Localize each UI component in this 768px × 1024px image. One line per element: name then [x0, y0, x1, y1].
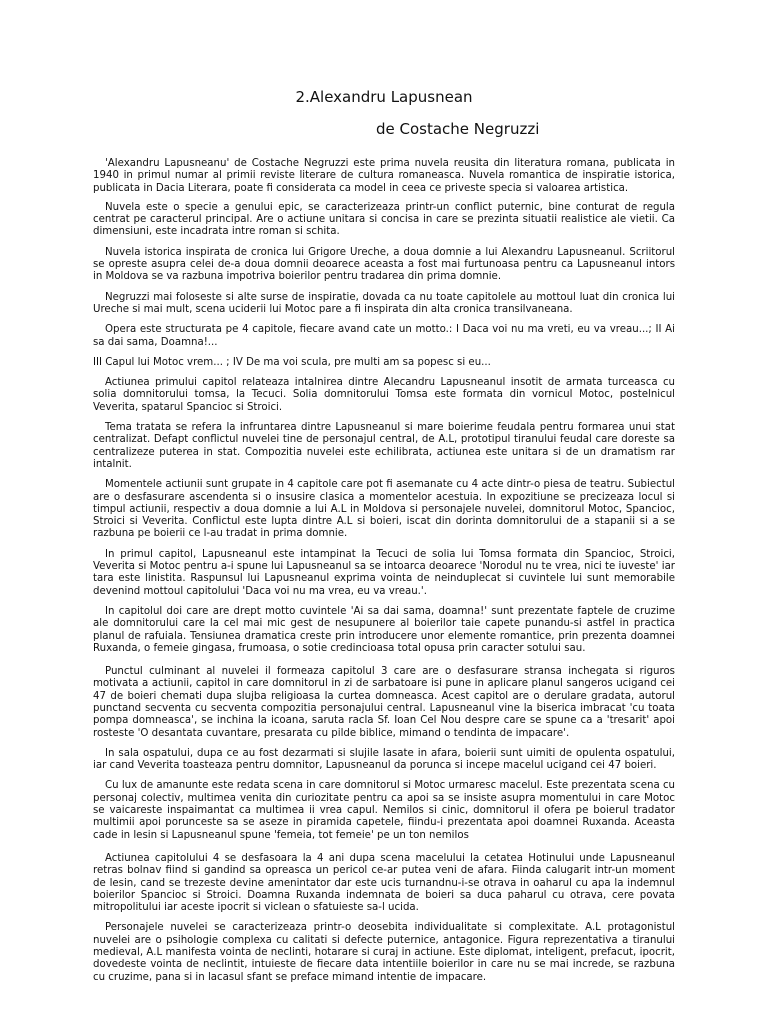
paragraph-10: In primul capitol, Lapusneanul este intampinat la Tecuci de solia lui Tomsa formata din Spancioc, Stroici, Veverita si Motoc pentru a-i spune lui Lapusneanul sa se intoarca deoarece 'Norodul nu te vrea, nici te iuveste' iar tara este linistita. Raspunsul lui Lapusneanul exprima vointa de neinduplecat si cuvintele lui sunt memorabile devenind mottoul capitolului 'Daca voi nu ma vrea, eu va vreau.'.: [93, 548, 675, 597]
paragraph-13: In sala ospatului, dupa ce au fost dezarmati si slujile lasate in afara, boierii sunt uimiti de opulenta ospatului, iar cand Veverita toasteaza pentru domnitor, Lapusneanul da porunca si incepe macelul ucigand cei 47 boieri.: [93, 747, 675, 772]
document-title: 2.Alexandru Lapusnean: [295, 88, 473, 106]
paragraph-8: Tema tratata se refera la infruntarea dintre Lapusneanul si mare boierime feudala pentru formarea unui stat centralizat. Defapt conflictul nuvelei tine de personajul central, de A.L, prototipul tiranului feudal care doreste sa centralizeze puterea in stat. Compozitia nuvelei este echilibrata, actiunea este unitara si de un dramatism rar intalnit.: [93, 422, 675, 470]
paragraph-16: Personajele nuvelei se caracterizeaza printr-o deosebita individualitate si complexitate. A.L protagonistul nuvelei are o psihologie complexa cu calitati si defecte puternice, antagonice. Figura reprezentativa a tiranului medieval, A.L manifesta vointa de neclinti, hotarare si curaj in actiune. Este diplomat, inteligent, prefacut, ipocrit, dovedeste vointa de neclintit, intuieste de fiecare data intentiile boierilor in care nu se mai increde, se razbuna cu cruzime, pana si in lacasul sfant se preface mimand intentie de impacare.: [93, 922, 675, 983]
paragraph-9: Momentele actiunii sunt grupate in 4 capitole care pot fi asemanate cu 4 acte dintr-o piesa de teatru. Subiectul are o desfasurare ascendenta si o insusire clasica a momentelor acestuia. In expozitiune se precizeaza locul si timpul actiunii, respectiv a doua domnie a lui A.L in Moldova si personajele nuvelei, domnitorul Motoc, Spancioc, Stroici si Veverita. Conflictul este lupta dintre A.L si boieri, iscat din dorinta domnitorului de a stapanii si a se razbuna pe boierii ce l-au tradat in prima domnie.: [93, 479, 675, 540]
document-body: [93, 158, 675, 984]
paragraph-3: Nuvela istorica inspirata de cronica lui Grigore Ureche, a doua domnie a lui Alexandru Lapusneanul. Scriitorul se opreste asupra celei de-a doua domnii deoarece aceasta a fost mai furtunoasa pentru ca Lapusneanul intors in Moldova se va razbuna impotriva boierilor pentru tradarea din prima domnie.: [93, 246, 675, 283]
paragraph-14: Cu lux de amanunte este redata scena in care domnitorul si Motoc urmaresc macelul. Este prezentata scena cu personaj colectiv, multimea venita din curiozitate pentru ca apoi sa se insiste asupra momentului in care Motoc se vaicareste inspaimantat ca multimea ii vrea capul. Nemilos si cinic, domnitorul il ofera pe boierul tradator multimii apoi porunceste sa se aseze in piramida capetele, fiindu-i prezentata apoi doamnei Ruxanda. Aceasta cade in lesin si Lapusneanul spune 'femeia, tot femeie' pe un ton nemilos: [93, 780, 675, 841]
document-subtitle: de Costache Negruzzi: [376, 120, 540, 138]
paragraph-5: Opera este structurata pe 4 capitole, fiecare avand cate un motto.: I Daca voi nu ma vreti, eu va vreau...; II Ai sa dai sama, Doamna!...: [93, 324, 675, 348]
paragraph-6: III Capul lui Motoc vrem... ; IV De ma voi scula, pre multi am sa popesc si eu...: [93, 356, 491, 368]
paragraph-4: Negruzzi mai foloseste si alte surse de inspiratie, dovada ca nu toate capitolele au mottoul luat din cronica lui Ureche si mai mult, scena uciderii lui Motoc pare a fi inspirata din alta cronica transilvaneana.: [93, 291, 675, 315]
paragraph-1: 'Alexandru Lapusneanu' de Costache Negruzzi este prima nuvela reusita din literatura romana, publicata in 1940 in primul numar al primii reviste literare de cultura romaneasca. Nuvela romantica de inspiratie istorica, publicata in Dacia Literara, poate fi considerata ca model in ceea ce priveste specia si valoarea artistica.: [93, 158, 675, 194]
paragraph-12: Punctul culminant al nuvelei il formeaza capitolul 3 care are o desfasurare stransa inchegata si riguros motivata a actiunii, capitol in care domnitorul in zi de sarbatoare isi pune in aplicare planul sangeros ucigand cei 47 de boieri chemati dupa slujba religioasa la curtea domneasca. Acest capitol are o derulare gradata, autorul punctand secventa cu secventa compozitia personajului central. Lapusneanul vine la biserica imbracat 'cu toata pompa domneasca', se inchina la icoana, saruta racla Sf. Ioan Cel Nou despre care se spune ca a 'tresarit' apoi rosteste 'O desantata cuvantare, presarata cu pilde biblice, mimand o tendinta de impacare'.: [93, 666, 675, 739]
paragraph-15: Actiunea capitolului 4 se desfasoara la 4 ani dupa scena macelului la cetatea Hotinului unde Lapusneanul retras bolnav fiind si gandind sa opreasca un pericol ce-ar putea veni de afara. Fiinda calugarit intr-un moment de lesin, cand se trezeste devine amenintator dar este ucis turnandnu-i-se otrava in oaharul cu apa la indemnul boierilor Spancioc si Stroici. Doamna Ruxanda indemnata de boieri sa duca paharul cu otrava, cere povata mitropolitului iar aceste ipocrit si viclean o sfatuieste sa-l ucida.: [93, 852, 675, 914]
paragraph-2: Nuvela este o specie a genului epic, se caracterizeaza printr-un conflict puternic, bine conturat de regula centrat pe caracterul principal. Are o actiune unitara si concisa in care se prezinta situatii realistice ale vietii. Ca dimensiuni, este incadrata intre roman si schita.: [93, 201, 675, 238]
paragraph-11: In capitolul doi care are drept motto cuvintele 'Ai sa dai sama, doamna!' sunt prezentate faptele de cruzime ale domnitorului care la cel mai mic gest de nesupunere al boierilor taie capete punandu-si astfel in practica planul de rafuiala. Tensiunea dramatica creste prin introducere unor elemente romantice, prin prezenta doamnei Ruxanda, o femeie gingasa, frumoasa, o sotie credincioasa total opusa prin caracter sotului sau.: [93, 605, 675, 654]
paragraph-7: Actiunea primului capitol relateaza intalnirea dintre Alecandru Lapusneanul insotit de armata turceasca cu solia domnitorului tomsa, la Tecuci. Solia domnitorului Tomsa este formata din vornicul Motoc, postelnicul Veverita, spatarul Spancioc si Stroici.: [93, 377, 675, 413]
